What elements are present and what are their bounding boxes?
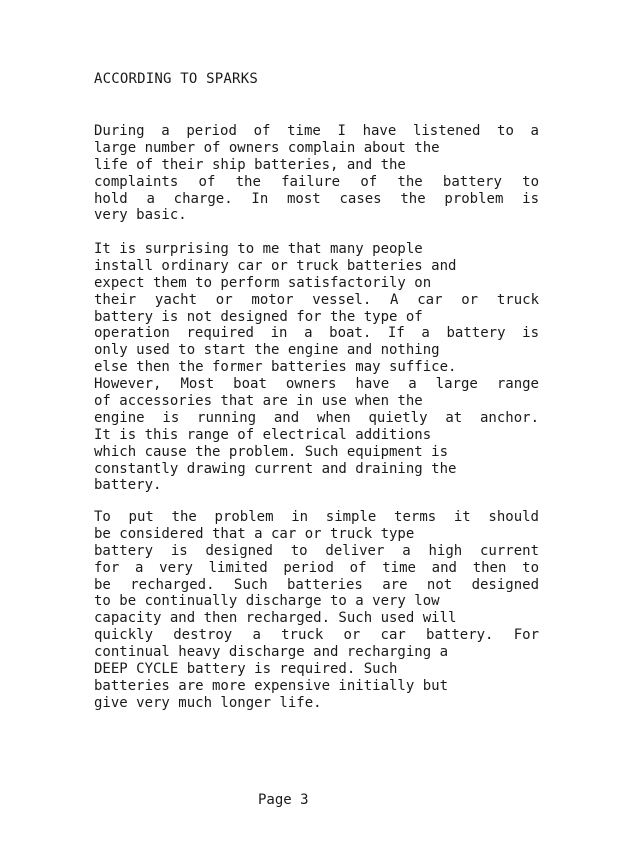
text-line: To put the problem in simple terms it should: [94, 509, 539, 525]
paragraph-1: [94, 123, 539, 224]
text-line: capacity and then recharged. Such used will: [94, 610, 457, 627]
paragraph-2: [94, 241, 539, 494]
text-line: only used to start the engine and nothing: [94, 342, 440, 359]
text-line: batteries are more expensive initially but: [94, 677, 449, 694]
text-line: to be continually discharge to a very low: [94, 593, 440, 610]
text-line: operation required in a boat. If a battery is: [94, 325, 539, 342]
text-line: be considered that a car or truck type: [94, 525, 415, 542]
text-line: battery is designed to deliver a high current: [94, 542, 539, 559]
text-line: large number of owners complain about the: [94, 139, 440, 156]
text-line: be recharged. Such batteries are not designed: [94, 576, 539, 593]
text-line: expect them to perform satisfactorily on: [94, 274, 432, 291]
text-line: DEEP CYCLE battery is required. Such: [94, 661, 398, 678]
text-line: for a very limited period of time and then to: [94, 559, 539, 576]
text-line: It is surprising to me that many people: [94, 241, 423, 257]
paragraph-3: [94, 509, 539, 712]
text-line: battery is not designed for the type of: [94, 308, 423, 325]
text-line: engine is running and when quietly at anchor.: [94, 409, 539, 426]
document-title: ACCORDING TO SPARKS: [94, 71, 258, 87]
text-line: However, Most boat owners have a large range: [94, 376, 539, 393]
text-line: install ordinary car or truck batteries and: [94, 257, 457, 274]
page-number: Page 3: [258, 792, 309, 808]
text-line: During a period of time I have listened to a: [94, 123, 539, 139]
text-line: very basic.: [94, 207, 187, 224]
text-line: quickly destroy a truck or car battery. For: [94, 627, 539, 644]
text-line: It is this range of electrical additions: [94, 426, 432, 443]
text-line: of accessories that are in use when the: [94, 393, 423, 410]
text-line: complaints of the failure of the battery to: [94, 173, 539, 190]
text-line: else then the former batteries may suffice.: [94, 359, 457, 376]
text-line: constantly drawing current and draining the: [94, 460, 457, 477]
text-line: battery.: [94, 477, 162, 494]
text-line: hold a charge. In most cases the problem is: [94, 190, 539, 207]
text-line: give very much longer life.: [94, 694, 322, 711]
text-line: their yacht or motor vessel. A car or truck: [94, 291, 539, 308]
text-line: life of their ship batteries, and the: [94, 156, 406, 173]
text-line: continual heavy discharge and recharging a: [94, 644, 449, 661]
text-line: which cause the problem. Such equipment is: [94, 443, 449, 460]
